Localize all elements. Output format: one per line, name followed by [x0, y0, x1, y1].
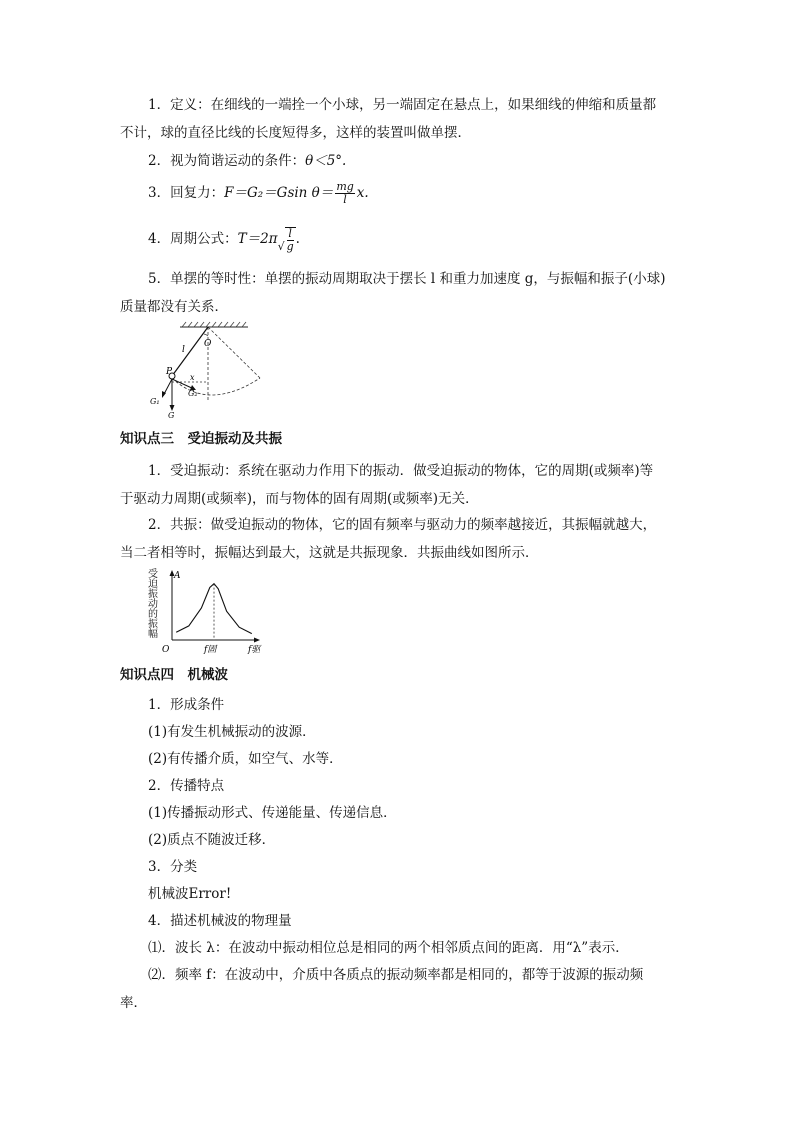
shm-condition-math: θ＜5°. — [305, 153, 347, 169]
tick-label-f0: f固 — [204, 645, 217, 654]
pendulum-definition-line2: 不计，球的直径比线的长度短得多，这样的装置叫做单摆． — [120, 125, 471, 141]
pendulum-figure — [138, 320, 274, 420]
origin-label: O — [162, 645, 170, 654]
heading-forced-vibration: 知识点三 受迫振动及共振 — [120, 431, 282, 447]
isochronism-line1: 5．单摆的等时性：单摆的振动周期取决于摆长 l 和重力加速度 g，与振幅和振子(小球) — [148, 271, 666, 287]
fraction-numerator: mg — [336, 180, 354, 193]
sqrt-denominator: g — [286, 239, 294, 253]
label-G1: G₁ — [150, 397, 160, 406]
label-G: G — [168, 411, 175, 420]
resonance-chart — [160, 568, 270, 654]
axis-label-A: A — [174, 571, 181, 581]
label-G2: G₂ — [188, 389, 198, 398]
period-formula-expr: T＝2π — [237, 231, 278, 247]
resonance-ylabel: 受迫振动的振幅 — [148, 569, 158, 640]
restoring-force-expr: F＝G₂＝Gsin θ＝ — [224, 185, 334, 201]
label-O: O — [204, 339, 212, 349]
isochronism-line2: 质量都没有关系． — [120, 299, 228, 315]
axis-label-f: f驱 — [248, 645, 261, 654]
forced-vibration-line2: 于驱动力周期(或频率)，而与物体的固有周期(或频率)无关． — [120, 491, 479, 507]
propagation-feature-2: (2)质点不随波迁移． — [148, 832, 276, 848]
heading-mechanical-waves: 知识点四 机械波 — [120, 667, 228, 683]
frequency-definition-line2: 率． — [120, 995, 147, 1011]
resonance-line2: 当二者相等时，振幅达到最大，这就是共振现象．共振曲线如图所示． — [120, 545, 539, 561]
forced-vibration-line1: 1．受迫振动：系统在驱动力作用下的振动．做受迫振动的物体，它的周期(或频率)等 — [148, 463, 654, 479]
propagation-feature-1: (1)传播振动形式、传递能量、传递信息． — [148, 805, 397, 821]
formation-condition-1: (1)有发生机械振动的波源． — [148, 724, 316, 740]
pendulum-definition-line1: 1．定义：在细线的一端拴一个小球，另一端固定在悬点上，如果细线的伸缩和质量都 — [148, 97, 657, 113]
shm-condition-label: 2．视为简谐运动的条件： — [148, 153, 306, 169]
label-x: x — [190, 373, 195, 382]
classification: 3．分类 — [148, 859, 198, 875]
period-formula-label: 4．周期公式： — [148, 231, 238, 247]
wavelength-definition: ⑴．波长 λ：在波动中振动相位总是相同的两个相邻质点间的距离．用“λ”表示． — [148, 940, 629, 956]
frequency-definition-line1: ⑵．频率 f：在波动中，介质中各质点的振动频率都是相同的，都等于波源的振动频 — [148, 967, 644, 983]
wave-quantities: 4．描述机械波的物理量 — [148, 913, 292, 929]
label-l: l — [182, 345, 185, 355]
formation-conditions: 1．形成条件 — [148, 697, 225, 713]
label-P: P — [166, 367, 173, 377]
fraction-denominator: l — [343, 193, 347, 206]
resonance-line1: 2．共振：做受迫振动的物体，它的固有频率与驱动力的频率越接近，其振幅就越大， — [148, 517, 657, 533]
propagation-features: 2．传播特点 — [148, 778, 225, 794]
restoring-force-fraction — [335, 181, 354, 206]
period-formula-line — [148, 226, 704, 253]
restoring-force-label: 3．回复力： — [148, 185, 225, 201]
period-formula-suffix: . — [295, 231, 300, 247]
sqrt-numerator: l — [288, 226, 292, 240]
classification-detail: 机械波Error! — [148, 886, 232, 902]
shm-condition — [148, 148, 704, 174]
formation-condition-2: (2)有传播介质，如空气、水等． — [148, 751, 343, 767]
sqrt-radical: √ $\frac{l}{g}$ — [277, 226, 294, 253]
restoring-force-line — [148, 180, 704, 206]
restoring-force-suffix: x. — [356, 185, 369, 201]
